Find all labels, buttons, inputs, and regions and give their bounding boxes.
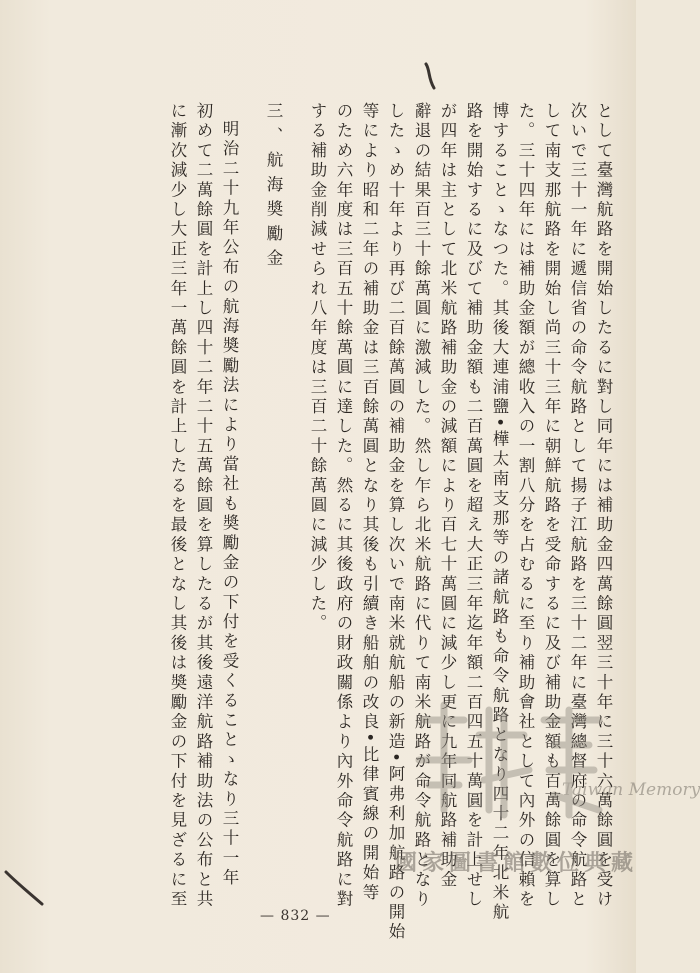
text-column: 等により昭和二年の補助金は三百餘萬圓となり其後も引續き船舶の改良•比律賓線の開始等 bbox=[360, 102, 379, 903]
text-column: た。三十四年には補助金額が總收入の一割八分を占むるに至り補助會社として內外の信賴を bbox=[516, 102, 535, 910]
paper-scratch-icon bbox=[420, 62, 444, 92]
text-column: 辭退の結果百三十餘萬圓に激減した。然し乍ら北米航路に代りて南米航路が命令航路となり bbox=[412, 102, 431, 910]
text-column: して南支那航路を開始し尚三十三年に朝鮮航路を受命するに及び補助金額も百萬餘圓を算し bbox=[542, 102, 561, 910]
section-title: 三、航海奬勵金 bbox=[264, 102, 283, 274]
text-column: 初めて二萬餘圓を計上し四十二年二十五萬餘圓を算したるが其後遠洋航路補助法の公布と共 bbox=[194, 102, 213, 910]
text-column: が四年は主として北米航路補助金の減額により百七十萬圓に減少し更に九年同航路補助金 bbox=[438, 102, 457, 890]
column-gap bbox=[242, 102, 260, 902]
page-number: — 832 — bbox=[260, 908, 331, 924]
text-column: に漸次減少し大正三年一萬餘圓を計上したるを最後となし其後は奬勵金の下付を見ざるに至 bbox=[168, 102, 187, 910]
text-column: 博することゝなつた。其後大連浦鹽•樺太南支那等の諸航路も命令航路となり四十二年北米航 bbox=[490, 102, 509, 923]
text-column: として臺灣航路を開始したるに對し同年には補助金四萬餘圓翌三十年に三十六萬餘圓を受け bbox=[594, 102, 613, 910]
watermark-seal-text: Taiwan Memory bbox=[562, 780, 700, 800]
text-column: 明治二十九年公布の航海奬勵法により當社も奬勵金の下付を受くることゝなり三十一年 bbox=[220, 120, 239, 889]
text-column: のため六年度は三百五十餘萬圓に達した。然るに其後政府の財政關係より內外命令航路に對 bbox=[334, 102, 353, 910]
text-column: 路を開始するに及びて補助金額も二百萬圓を超え大正三年迄年額二百四五十萬圓を計上せし bbox=[464, 102, 483, 910]
column-gap bbox=[286, 102, 304, 902]
text-column: 次いで三十一年に遞信省の命令航路として揚子江航路を三十二年に臺灣總督府の命令航路と bbox=[568, 102, 587, 910]
text-column: したゝめ十年より再び二百餘萬圓の補助金を算し次いで南米就航船の新造•阿弗利加航路の開始 bbox=[386, 102, 405, 943]
watermark-title: 國家圖書館數位典藏 bbox=[395, 850, 639, 876]
taiwan-memory-seal-icon bbox=[404, 690, 614, 830]
text-column: する補助金削減せられ八年度は三百二十餘萬圓に減少した。 bbox=[308, 102, 327, 634]
paper-scratch-icon bbox=[2, 868, 46, 908]
